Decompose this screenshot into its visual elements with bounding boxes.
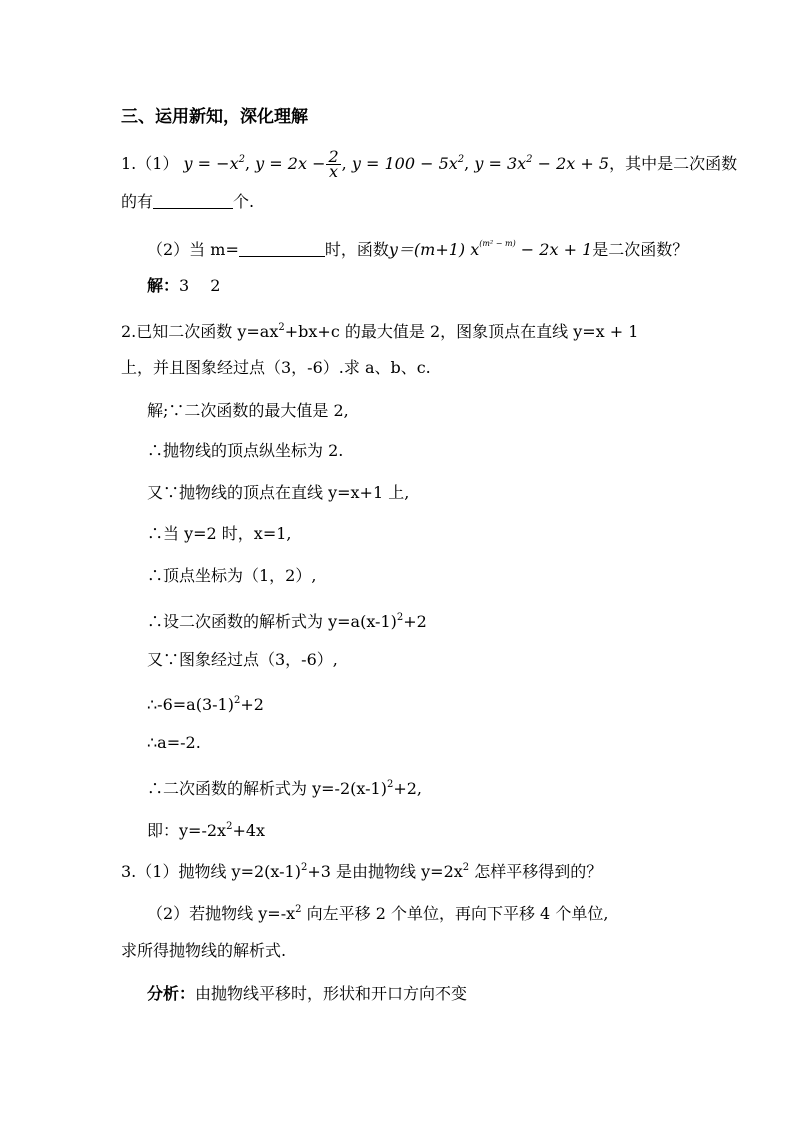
q2-step-7: 又∵图象经过点（3，-6）, xyxy=(147,650,338,669)
q1-answer xyxy=(147,276,220,296)
answer-blank xyxy=(239,240,325,257)
q2-step-5: ∴顶点坐标为（1，2）, xyxy=(147,566,317,585)
q3-part1: 3.（1）抛物线 $y=2(x-1)^2+3$ 是由抛物线 $y=2x^2$ 怎样平移得到的？ xyxy=(121,862,603,881)
q2-step-6: ∴设二次函数的解析式为 $y=a(x-1)^2+2$ xyxy=(147,612,427,631)
q2-line2: 上，并且图象经过点（3，-6）.求 a、b、c. xyxy=(121,358,431,377)
q2-step-8: $\therefore-6=a(3-1)^2+2$ xyxy=(147,695,264,714)
q2-step-10: ∴二次函数的解析式为 $y=-2(x-1)^2+2$, xyxy=(147,779,422,798)
q1-part2-function: y＝(m+1) $x^{(m^2 - m)} - 2x + 1$ xyxy=(388,239,593,259)
q2-step-1: 解;∵二次函数的最大值是 2, xyxy=(147,401,349,420)
q1-line2-suffix: 个. xyxy=(233,192,255,211)
q1-number: 1.（1） xyxy=(121,154,179,173)
q1-part2-mid: 时，函数 xyxy=(324,240,389,259)
q3-part2-line1: （2）若抛物线 $y=-x^2$ 向左平移 2 个单位，再向下平移 4 个单位, xyxy=(147,904,609,923)
q2-step-4: ∴当 y=2 时，x=1, xyxy=(147,524,292,543)
q1-line1-suffix: ，其中是二次函数 xyxy=(609,154,738,173)
q2-line1: 2.已知二次函数 $y=ax^2+bx+c$ 的最大值是 2，图象顶点在直线 y=x + 1 xyxy=(121,322,639,341)
q1-formula-2: y = 2x − $\frac{2}{x}$ xyxy=(255,147,339,181)
q1-line2-text: 的有 xyxy=(121,192,154,211)
q1-line1: 1.（1） $y = -x^2$, y = 2x − $\frac{2}{x}$ , $y = 100 - 5x^2$, $y = 3x^2 - 2x + 5$，其中是二次函数 xyxy=(121,147,738,181)
q1-part2 xyxy=(147,234,688,260)
q1-formula-4: $y = 3x^2 - 2x + 5$ xyxy=(474,154,610,173)
q3-part2-line2: 求所得抛物线的解析式. xyxy=(121,941,287,960)
answer-label: 解： xyxy=(147,276,180,295)
section-title: 三、运用新知，深化理解 xyxy=(121,107,308,127)
q2-step-2: ∴抛物线的顶点纵坐标为 2. xyxy=(147,441,344,460)
q3-analysis xyxy=(147,984,467,1004)
q2-step-9: ∴a=-2. xyxy=(147,733,201,752)
q2-step-11: 即：$y=-2x^2+4x$ xyxy=(147,821,266,840)
q1-part2-suffix: 是二次函数？ xyxy=(592,240,689,259)
q1-line2 xyxy=(121,192,254,212)
q1-formula-3: $y = 100 - 5x^2$ xyxy=(351,154,465,173)
fraction: $\frac{2}{x}$ xyxy=(328,147,339,181)
analysis-text: 由抛物线平移时，形状和开口方向不变 xyxy=(195,984,468,1003)
analysis-label: 分析： xyxy=(147,984,196,1003)
q1-part2-prefix: （2）当 m= xyxy=(147,240,239,259)
q2-step-3: 又∵抛物线的顶点在直线 y=x+1 上, xyxy=(147,483,410,502)
q1-formula-1: $y = -x^2$ xyxy=(183,154,245,173)
answer-blank xyxy=(153,192,233,209)
answer-value: 3 2 xyxy=(179,276,221,295)
